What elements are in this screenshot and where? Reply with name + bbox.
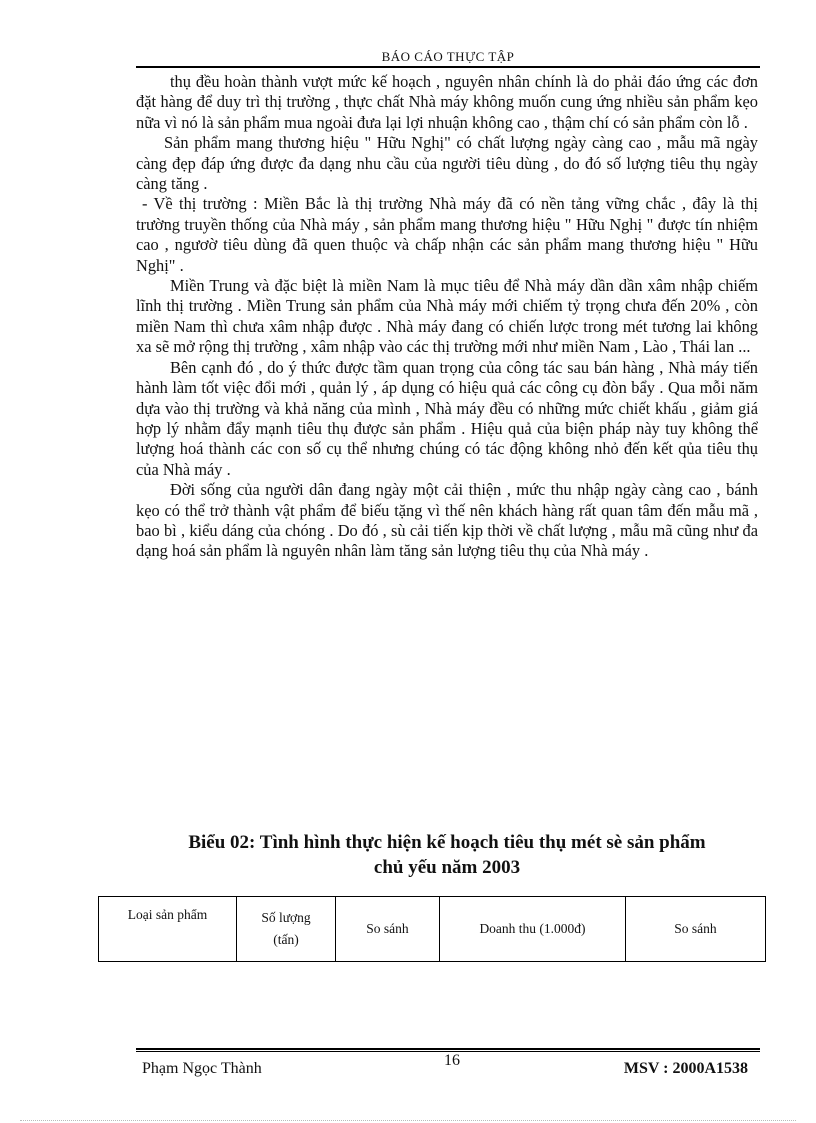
col-so-luong-unit: (tấn): [273, 932, 299, 947]
page-edge-line: [20, 1120, 796, 1121]
page-footer: [136, 1048, 760, 1080]
col-so-luong-line1: Số lượng: [261, 910, 311, 925]
table-title-line1: Biểu 02: Tình hình thực hiện kế hoạch tiêu thụ mét sè sản phẩm: [188, 832, 706, 853]
footer-author: Phạm Ngọc Thành: [142, 1060, 262, 1077]
paragraph: - Về thị trường : Miền Bắc là thị trường Nhà máy đã có nền tảng vững chắc , đây là thị trường truyền thống của Nhà máy , sản phẩm mang thương hiệu " Hữu Nghị " được tín nhiệm cao , ngươờ tiêu dùng đã quen thuộc và chấp nhận các sản phẩm mang thương hiệu " Hữu Nghị" .: [136, 194, 758, 275]
footer-msv: MSV : 2000A1538: [623, 1060, 748, 1077]
data-table: [98, 896, 766, 962]
col-so-luong: [237, 897, 336, 962]
col-doanh-thu: Doanh thu (1.000đ): [440, 897, 626, 962]
page-header: [136, 48, 760, 68]
header-title: BÁO CÁO THỰC TẬP: [381, 49, 515, 64]
paragraph: Sản phẩm mang thương hiệu " Hữu Nghị" có chất lượng ngày càng cao , mẫu mã ngày càng đẹp đáp ứng được đa dạng nhu cầu của người tiêu dùng , do đó số lượng tiêu thụ ngày càng tăng .: [136, 133, 758, 194]
table-title-line2: chủ yếu năm 2003: [373, 857, 521, 878]
paragraph: Miền Trung và đặc biệt là miền Nam là mục tiêu để Nhà máy dần dần xâm nhập chiếm lĩnh thị trường . Miền Trung sản phẩm của Nhà máy mới chiếm tỷ trọng chưa đến 20% , còn miền Nam thì chưa xâm nhập được . Nhà máy đang có chiến lược trong mét tương lai không xa sẽ mở rộng thị trường , xâm nhập vào các thị trường mới như miền Nam , Lào , Thái lan ...: [136, 276, 758, 357]
col-loai-san-pham: Loại sản phẩm: [99, 897, 237, 962]
paragraph: thụ đều hoàn thành vượt mức kế hoạch , nguyên nhân chính là do phải đáo ứng các đơn đặt hàng để duy trì thị trường , thực chất Nhà máy không muốn cung ứng nhiều sản phẩm kẹo nữa vì nó là sản phẩm mua ngoài đưa lại lợi nhuận không cao , thậm chí có sản phẩm còn lỗ .: [136, 72, 758, 132]
table-header-row: [99, 897, 766, 962]
table-title: [136, 830, 758, 880]
col-so-sanh-2: So sánh: [626, 897, 766, 962]
col-so-sanh-1: So sánh: [336, 897, 440, 962]
page-number: 16: [444, 1052, 460, 1069]
paragraph: Đời sống của người dân đang ngày một cải thiện , mức thu nhập ngày càng cao , bánh kẹo có thể trở thành vật phẩm để biếu tặng vì thế nên khách hàng rất quan tâm đến mẫu mã , bao bì , kiểu dáng của chóng . Do đó , sù cải tiến kịp thời về chất lượng , mẫu mã cũng như đa dạng hoá sản phẩm là nguyên nhân làm tăng sản lượng tiêu thụ của Nhà máy .: [136, 480, 758, 561]
body-text: [136, 72, 758, 562]
footer-rule: [136, 1048, 760, 1050]
header-rule: [136, 66, 760, 68]
paragraph: Bên cạnh đó , do ý thức được tầm quan trọng của công tác sau bán hàng , Nhà máy tiến hành làm tốt việc đổi mới , quản lý , áp dụng có hiệu quả các công cụ đòn bẩy . Qua mỗi năm dựa vào thị trường và khả năng của mình , Nhà máy đều có những mức chiết khấu , giảm giá hợp lý nhằm đẩy mạnh tiêu thụ được sản phẩm . Hiệu quả của biện pháp này tuy không thể lượng hoá thành các con số cụ thể nhưng chúng có tác động không nhỏ đến kết qủa tiêu thụ của Nhà máy .: [136, 357, 758, 479]
